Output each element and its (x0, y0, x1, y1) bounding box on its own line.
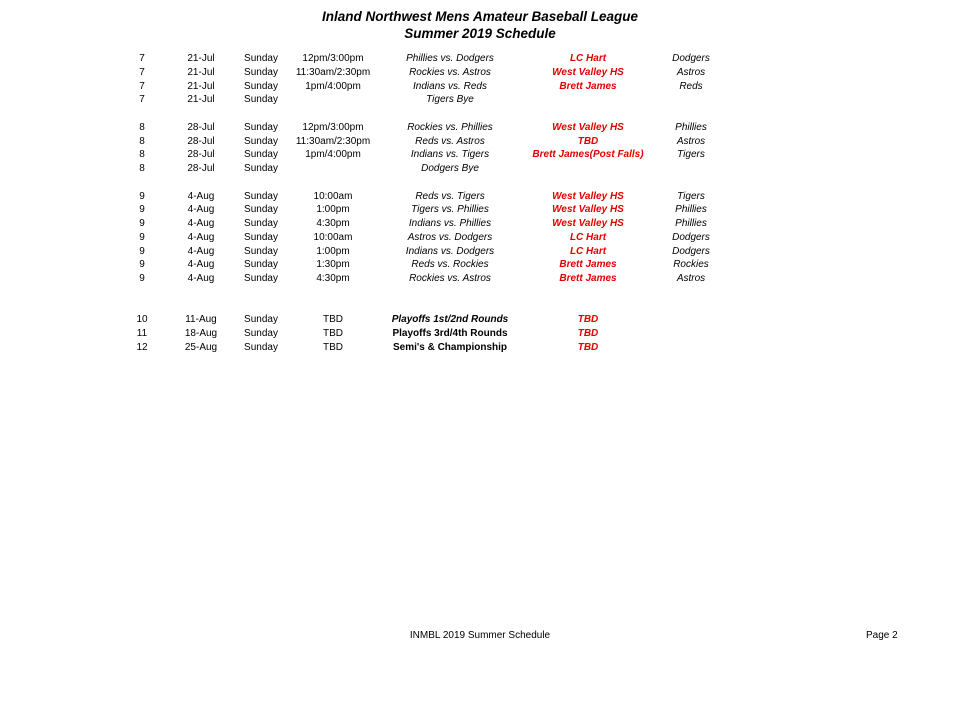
day-cell: Sunday (244, 218, 278, 229)
home-team-cell: Astros (676, 273, 706, 284)
matchup-cell: Rockies vs. Astros (409, 66, 491, 78)
location-cell: West Valley HS (552, 204, 624, 216)
table-row (0, 231, 960, 245)
table-row (0, 217, 960, 231)
day-cell: Sunday (244, 259, 278, 271)
matchup-cell: Dodgers Bye (421, 163, 479, 174)
footer-title: INMBL 2019 Summer Schedule (409, 630, 551, 641)
location-cell: TBD (577, 341, 599, 353)
matchup-cell: Indians vs. Tigers (410, 149, 490, 161)
week-cell: 7 (139, 66, 145, 78)
table-row (0, 52, 960, 66)
time-cell: 10:00am (313, 190, 353, 202)
time-cell: TBD (323, 314, 343, 326)
matchup-cell: Indians vs. Dodgers (405, 245, 495, 257)
row-spacer (0, 176, 960, 190)
location-cell: TBD (577, 328, 599, 339)
week-cell: 9 (139, 273, 145, 284)
date-cell: 4-Aug (187, 259, 215, 271)
location-cell: Brett James (559, 80, 617, 92)
day-cell: Sunday (244, 149, 278, 161)
time-cell: 11:30am/2:30pm (295, 135, 371, 147)
home-team-cell: Phillies (675, 218, 707, 229)
date-cell: 4-Aug (187, 245, 215, 257)
home-team-cell: Tigers (677, 190, 705, 202)
date-cell: 28-Jul (187, 163, 215, 174)
table-row (0, 148, 960, 162)
home-team-cell: Phillies (675, 204, 707, 216)
week-cell: 8 (139, 163, 145, 174)
date-cell: 18-Aug (184, 328, 218, 339)
time-cell: 1pm/4:00pm (305, 80, 361, 92)
day-cell: Sunday (244, 273, 278, 284)
home-team-cell: Dodgers (672, 231, 710, 243)
matchup-cell: Indians vs. Phillies (408, 218, 492, 229)
date-cell: 28-Jul (187, 149, 215, 161)
location-cell: LC Hart (569, 53, 607, 64)
day-cell: Sunday (244, 341, 278, 353)
week-cell: 7 (139, 53, 145, 64)
date-cell: 21-Jul (187, 66, 215, 78)
week-cell: 9 (139, 190, 145, 202)
table-row (0, 272, 960, 286)
matchup-cell: Playoffs 1st/2nd Rounds (391, 314, 509, 326)
table-row (0, 327, 960, 341)
table-row (0, 66, 960, 80)
row-spacer (0, 286, 960, 300)
day-cell: Sunday (244, 135, 278, 147)
date-cell: 21-Jul (187, 80, 215, 92)
day-cell: Sunday (244, 328, 278, 339)
table-row (0, 80, 960, 94)
time-cell: 1pm/4:00pm (305, 149, 361, 161)
location-cell: Brett James (559, 273, 617, 284)
date-cell: 21-Jul (187, 53, 215, 64)
week-cell: 10 (136, 314, 148, 326)
matchup-cell: Phillies vs. Dodgers (406, 53, 494, 64)
table-row (0, 162, 960, 176)
time-cell: 11:30am/2:30pm (295, 66, 371, 78)
week-cell: 12 (136, 341, 148, 353)
table-row (0, 245, 960, 259)
week-cell: 7 (139, 94, 145, 106)
location-cell: Brett James (559, 259, 617, 271)
week-cell: 11 (136, 328, 148, 339)
week-cell: 8 (139, 149, 145, 161)
table-row (0, 203, 960, 217)
time-cell: 10:00am (313, 231, 353, 243)
time-cell: 1:00pm (316, 204, 350, 216)
location-cell: West Valley HS (552, 121, 624, 133)
location-cell: West Valley HS (552, 218, 624, 229)
date-cell: 28-Jul (187, 135, 215, 147)
date-cell: 25-Aug (184, 341, 218, 353)
table-row (0, 258, 960, 272)
location-cell: TBD (577, 314, 599, 326)
location-cell: Brett James(Post Falls) (532, 149, 644, 161)
home-team-cell: Dodgers (672, 53, 710, 64)
time-cell: 4:30pm (316, 273, 350, 284)
location-cell: West Valley HS (552, 190, 624, 202)
time-cell: 4:30pm (316, 218, 350, 229)
day-cell: Sunday (244, 231, 278, 243)
week-cell: 8 (139, 135, 145, 147)
day-cell: Sunday (244, 190, 278, 202)
day-cell: Sunday (244, 80, 278, 92)
home-team-cell: Reds (679, 80, 703, 92)
location-cell: TBD (577, 135, 599, 147)
matchup-cell: Reds vs. Tigers (415, 190, 485, 202)
day-cell: Sunday (244, 245, 278, 257)
week-cell: 7 (139, 80, 145, 92)
date-cell: 4-Aug (187, 231, 215, 243)
location-cell: LC Hart (569, 231, 607, 243)
time-cell: 12pm/3:00pm (302, 121, 364, 133)
week-cell: 9 (139, 245, 145, 257)
matchup-cell: Reds vs. Astros (415, 135, 485, 147)
location-cell: LC Hart (569, 245, 607, 257)
matchup-cell: Tigers vs. Phillies (411, 204, 489, 216)
day-cell: Sunday (244, 204, 278, 216)
week-cell: 8 (139, 121, 145, 133)
date-cell: 11-Aug (185, 314, 217, 326)
day-cell: Sunday (244, 121, 278, 133)
matchup-cell: Astros vs. Dodgers (407, 231, 493, 243)
week-cell: 9 (139, 259, 145, 271)
time-cell: 12pm/3:00pm (302, 53, 364, 64)
page-number: Page 2 (866, 630, 898, 641)
home-team-cell: Astros (676, 135, 706, 147)
date-cell: 4-Aug (187, 190, 215, 202)
time-cell: TBD (323, 328, 343, 339)
home-team-cell: Tigers (677, 149, 705, 161)
day-cell: Sunday (244, 94, 278, 106)
week-cell: 9 (139, 218, 145, 229)
location-cell: West Valley HS (552, 66, 624, 78)
date-cell: 4-Aug (187, 273, 215, 284)
row-spacer (0, 107, 960, 121)
date-cell: 21-Jul (187, 94, 215, 106)
day-cell: Sunday (244, 163, 278, 174)
table-row (0, 190, 960, 204)
matchup-cell: Reds vs. Rockies (411, 259, 489, 271)
page-title: Inland Northwest Mens Amateur Baseball League (321, 9, 639, 24)
week-cell: 9 (139, 231, 145, 243)
row-spacer (0, 300, 960, 314)
table-row (0, 313, 960, 327)
date-cell: 4-Aug (187, 204, 215, 216)
day-cell: Sunday (244, 66, 278, 78)
table-row (0, 93, 960, 107)
schedule-table (0, 52, 960, 355)
table-row (0, 341, 960, 355)
week-cell: 9 (139, 204, 145, 216)
home-team-cell: Phillies (675, 121, 707, 133)
table-row (0, 121, 960, 135)
day-cell: Sunday (244, 314, 278, 326)
matchup-cell: Indians vs. Reds (413, 80, 487, 92)
day-cell: Sunday (244, 53, 278, 64)
time-cell: TBD (323, 341, 343, 353)
table-row (0, 135, 960, 149)
page-subtitle: Summer 2019 Schedule (404, 26, 556, 41)
time-cell: 1:30pm (316, 259, 350, 271)
home-team-cell: Dodgers (672, 245, 710, 257)
home-team-cell: Rockies (673, 259, 709, 271)
matchup-cell: Rockies vs. Phillies (407, 121, 493, 133)
time-cell: 1:00pm (316, 245, 350, 257)
matchup-cell: Playoffs 3rd/4th Rounds (392, 328, 508, 339)
matchup-cell: Tigers Bye (426, 94, 474, 106)
home-team-cell: Astros (676, 66, 706, 78)
matchup-cell: Semi's & Championship (392, 341, 508, 353)
matchup-cell: Rockies vs. Astros (409, 273, 491, 284)
date-cell: 28-Jul (187, 121, 215, 133)
date-cell: 4-Aug (187, 218, 215, 229)
